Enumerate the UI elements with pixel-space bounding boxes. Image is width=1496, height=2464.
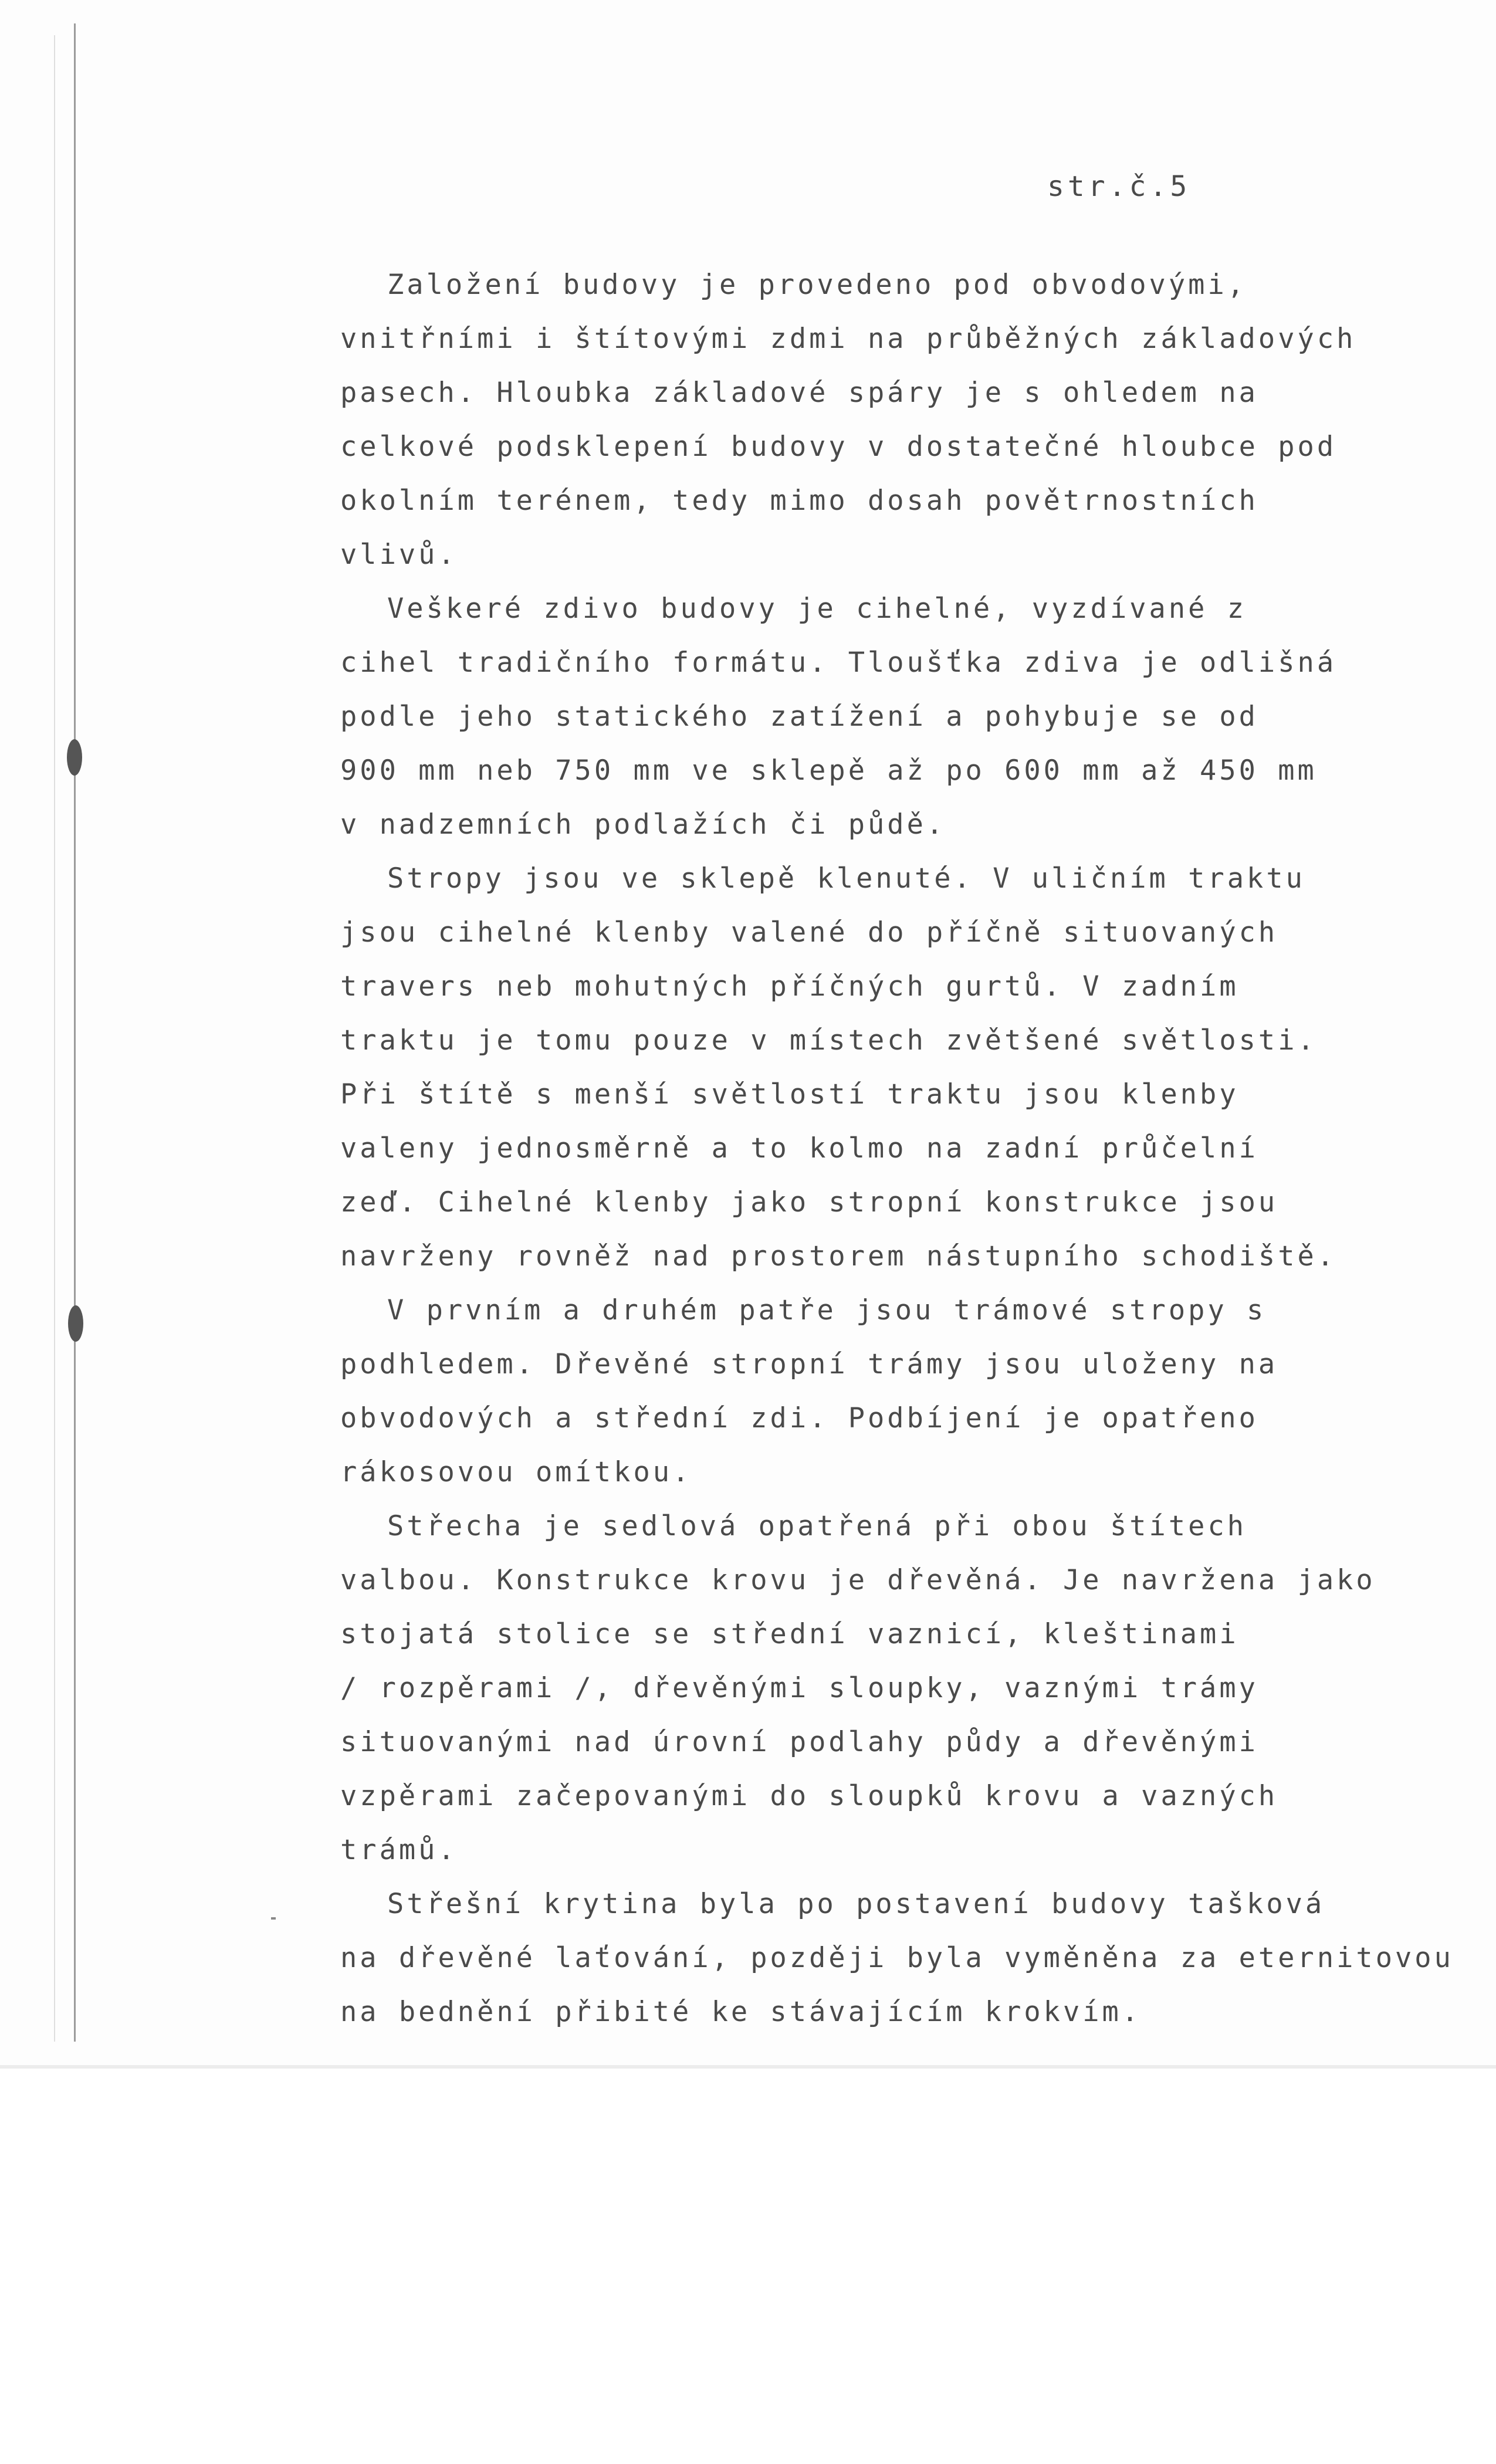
text-line: podle jeho statického zatížení a pohybuje se od	[340, 700, 1258, 733]
text-line: zeď. Cihelné klenby jako stropní konstrukce jsou	[340, 1186, 1278, 1219]
text-line: Založení budovy je provedeno pod obvodovými,	[387, 269, 1247, 301]
text-line: stojatá stolice se střední vaznicí, kleštinami	[340, 1618, 1239, 1650]
text-line: trámů.	[340, 1834, 458, 1866]
text-line: navrženy rovněž nad prostorem nástupního schodiště.	[340, 1240, 1337, 1272]
text-line: vzpěrami začepovanými do sloupků krovu a vazných	[340, 1780, 1278, 1812]
text-line: pasech. Hloubka základové spáry je s ohledem na	[340, 377, 1258, 409]
text-line: obvodových a střední zdi. Podbíjení je opatřeno	[340, 1402, 1258, 1434]
text-line: Střešní krytina byla po postavení budovy tašková	[387, 1888, 1325, 1920]
text-line: Střecha je sedlová opatřená při obou štítech	[387, 1510, 1247, 1542]
text-line: V prvním a druhém patře jsou trámové stropy s	[387, 1294, 1267, 1326]
text-line: jsou cihelné klenby valené do příčně situovaných	[340, 916, 1278, 949]
text-line: traktu je tomu pouze v místech zvětšené světlosti.	[340, 1024, 1317, 1057]
text-line: na bednění přibité ke stávajícím krokvím.	[340, 1996, 1142, 2028]
text-line: celkové podsklepení budovy v dostatečné hloubce pod	[340, 431, 1337, 463]
stray-ink-mark	[271, 1917, 276, 1920]
text-line: Při štítě s menší světlostí traktu jsou klenby	[340, 1078, 1239, 1111]
text-line: / rozpěrami /, dřevěnými sloupky, vaznými trámy	[340, 1672, 1258, 1704]
text-line: valeny jednosměrně a to kolmo na zadní průčelní	[340, 1132, 1258, 1165]
text-line: Veškeré zdivo budovy je cihelné, vyzdívané z	[387, 593, 1247, 625]
text-line: vlivů.	[340, 539, 458, 571]
text-line: v nadzemních podlažích či půdě.	[340, 808, 946, 841]
page-edge	[0, 2065, 1496, 2069]
punch-hole-bottom	[68, 1305, 83, 1342]
text-line: situovanými nad úrovní podlahy půdy a dřevěnými	[340, 1726, 1258, 1758]
binding-line	[74, 23, 76, 2042]
text-line: podhledem. Dřevěné stropní trámy jsou uloženy na	[340, 1348, 1278, 1380]
text-line: okolním terénem, tedy mimo dosah povětrnostních	[340, 485, 1258, 517]
text-line: valbou. Konstrukce krovu je dřevěná. Je navržena jako	[340, 1564, 1376, 1596]
text-line: cihel tradičního formátu. Tloušťka zdiva je odlišná	[340, 647, 1337, 679]
page-number: str.č.5	[1047, 170, 1191, 203]
punch-hole-top	[67, 739, 82, 776]
body-text	[340, 258, 1454, 2039]
text-line: 900 mm neb 750 mm ve sklepě až po 600 mm až 450 mm	[340, 754, 1317, 787]
text-line: travers neb mohutných příčných gurtů. V zadním	[340, 970, 1239, 1003]
text-line: Stropy jsou ve sklepě klenuté. V uličním traktu	[387, 862, 1305, 895]
text-line: na dřevěné laťování, později byla vyměněna za eternitovou	[340, 1942, 1454, 1974]
text-line: vnitřními i štítovými zdmi na průběžných základových	[340, 323, 1356, 355]
binding-shadow	[54, 35, 55, 2042]
text-line: rákosovou omítkou.	[340, 1456, 692, 1488]
